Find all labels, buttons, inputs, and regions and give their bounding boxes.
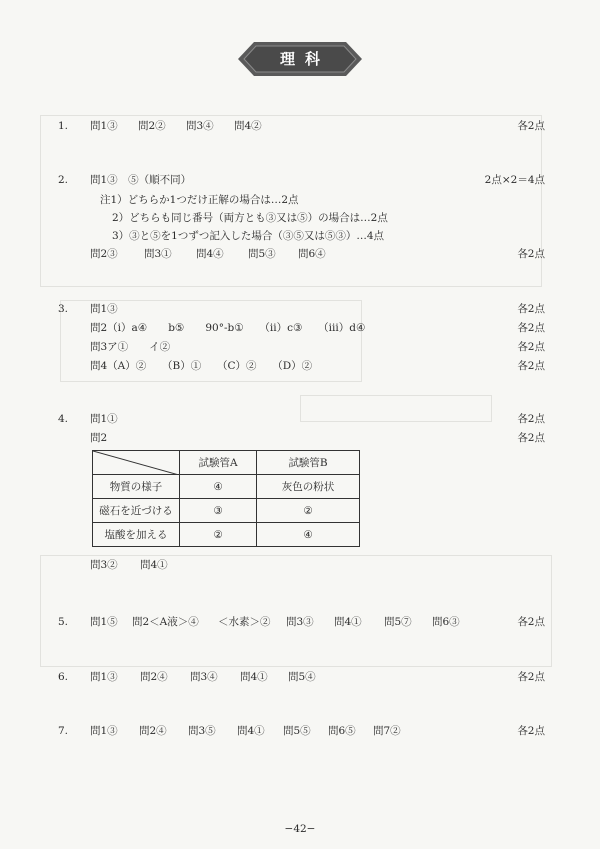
q1-answer: 問3④ (186, 120, 214, 132)
q2-note: 注1）どちらか1つだけ正解の場合は…2点 (100, 194, 299, 206)
q2-note: 3）③と⑤を1つずつ記入した場合（③⑤又は⑤③）…4点 (112, 230, 385, 242)
q5-answer: 問2＜A液＞④ (132, 616, 199, 628)
q7-answer: 問7② (373, 725, 401, 737)
q6-answer: 問5④ (288, 671, 316, 683)
q3-row: 問4（A）② （B）① （C）② （D）② (90, 360, 313, 372)
table-cell: ④ (180, 475, 257, 499)
page-title: 理科 (279, 50, 330, 68)
q2-note: 2）どちらも同じ番号（両方とも③又は⑤）の場合は…2点 (112, 212, 388, 224)
q5-answer: 問3③ (286, 616, 314, 628)
q7-number: 7. (58, 725, 69, 737)
q1-points: 各2点 (517, 120, 545, 132)
q7-answer: 問4① (237, 725, 265, 737)
q4-points: 各2点 (517, 413, 545, 425)
q6-answer: 問4① (240, 671, 268, 683)
q2-answer: 問6④ (298, 248, 326, 260)
q1-answer: 問2② (138, 120, 166, 132)
table-row-label: 磁石を近づける (93, 499, 180, 523)
table-row-label: 塩酸を加える (93, 523, 180, 547)
q4-answer-2-label: 問2 (90, 432, 108, 444)
q3-points: 各2点 (517, 360, 545, 372)
q6-answer: 問3④ (190, 671, 218, 683)
table-cell: ② (257, 499, 360, 523)
q6-answer: 問1③ (90, 671, 118, 683)
q7-answer: 問2④ (139, 725, 167, 737)
show-through-box (300, 395, 492, 422)
q7-points: 各2点 (517, 725, 545, 737)
q3-points: 各2点 (517, 322, 545, 334)
table-header-b: 試験管B (257, 451, 360, 475)
q6-number: 6. (58, 671, 69, 683)
q1-answer: 問4② (234, 120, 262, 132)
q3-row: 問1③ (90, 303, 118, 315)
q5-answer: ＜水素＞② (218, 616, 271, 628)
table-cell: ③ (180, 499, 257, 523)
q7-answer: 問1③ (90, 725, 118, 737)
q4-answer-1: 問1① (90, 413, 118, 425)
q4-points: 各2点 (517, 432, 545, 444)
q5-answer: 問6③ (432, 616, 460, 628)
q5-answer: 問1⑤ (90, 616, 118, 628)
q6-answer: 問2④ (140, 671, 168, 683)
q2-number: 2. (58, 174, 69, 186)
q7-answer: 問3⑤ (188, 725, 216, 737)
q4-answer-table (92, 450, 360, 547)
title-banner (238, 38, 362, 80)
page-number: −42− (284, 823, 316, 835)
table-corner-cell (93, 451, 180, 475)
q2-points: 各2点 (517, 248, 545, 260)
q2-answer-1: 問1③ ⑤（順不同） (90, 174, 192, 186)
q7-answer: 問5⑤ (283, 725, 311, 737)
q5-answer: 問5⑦ (384, 616, 412, 628)
q3-row: 問3ア① イ② (90, 341, 171, 353)
q1-answer: 問1③ (90, 120, 118, 132)
table-cell: ② (180, 523, 257, 547)
q3-number: 3. (58, 303, 69, 315)
table-cell: ④ (257, 523, 360, 547)
q2-answer: 問2③ (90, 248, 118, 260)
diagonal-line (93, 451, 179, 475)
q4-number: 4. (58, 413, 69, 425)
q3-points: 各2点 (517, 303, 545, 315)
q1-number: 1. (58, 120, 69, 132)
table-header-a: 試験管A (180, 451, 257, 475)
q2-answer: 問5③ (248, 248, 276, 260)
q5-answer: 問4① (334, 616, 362, 628)
q3-points: 各2点 (517, 341, 545, 353)
q2-answer: 問4④ (196, 248, 224, 260)
q2-answer: 問3① (144, 248, 172, 260)
table-row-label: 物質の様子 (93, 475, 180, 499)
q4-answer: 問4① (140, 559, 168, 571)
q5-points: 各2点 (517, 616, 545, 628)
table-cell: 灰色の粉状 (257, 475, 360, 499)
q2-points-main: 2点×2＝4点 (484, 174, 545, 186)
q6-points: 各2点 (517, 671, 545, 683)
q3-row: 問2（i）a④ b⑤ 90°-b① （ii）c③ （iii）d④ (90, 322, 366, 334)
q4-answer: 問3② (90, 559, 118, 571)
q7-answer: 問6⑤ (328, 725, 356, 737)
q5-number: 5. (58, 616, 69, 628)
